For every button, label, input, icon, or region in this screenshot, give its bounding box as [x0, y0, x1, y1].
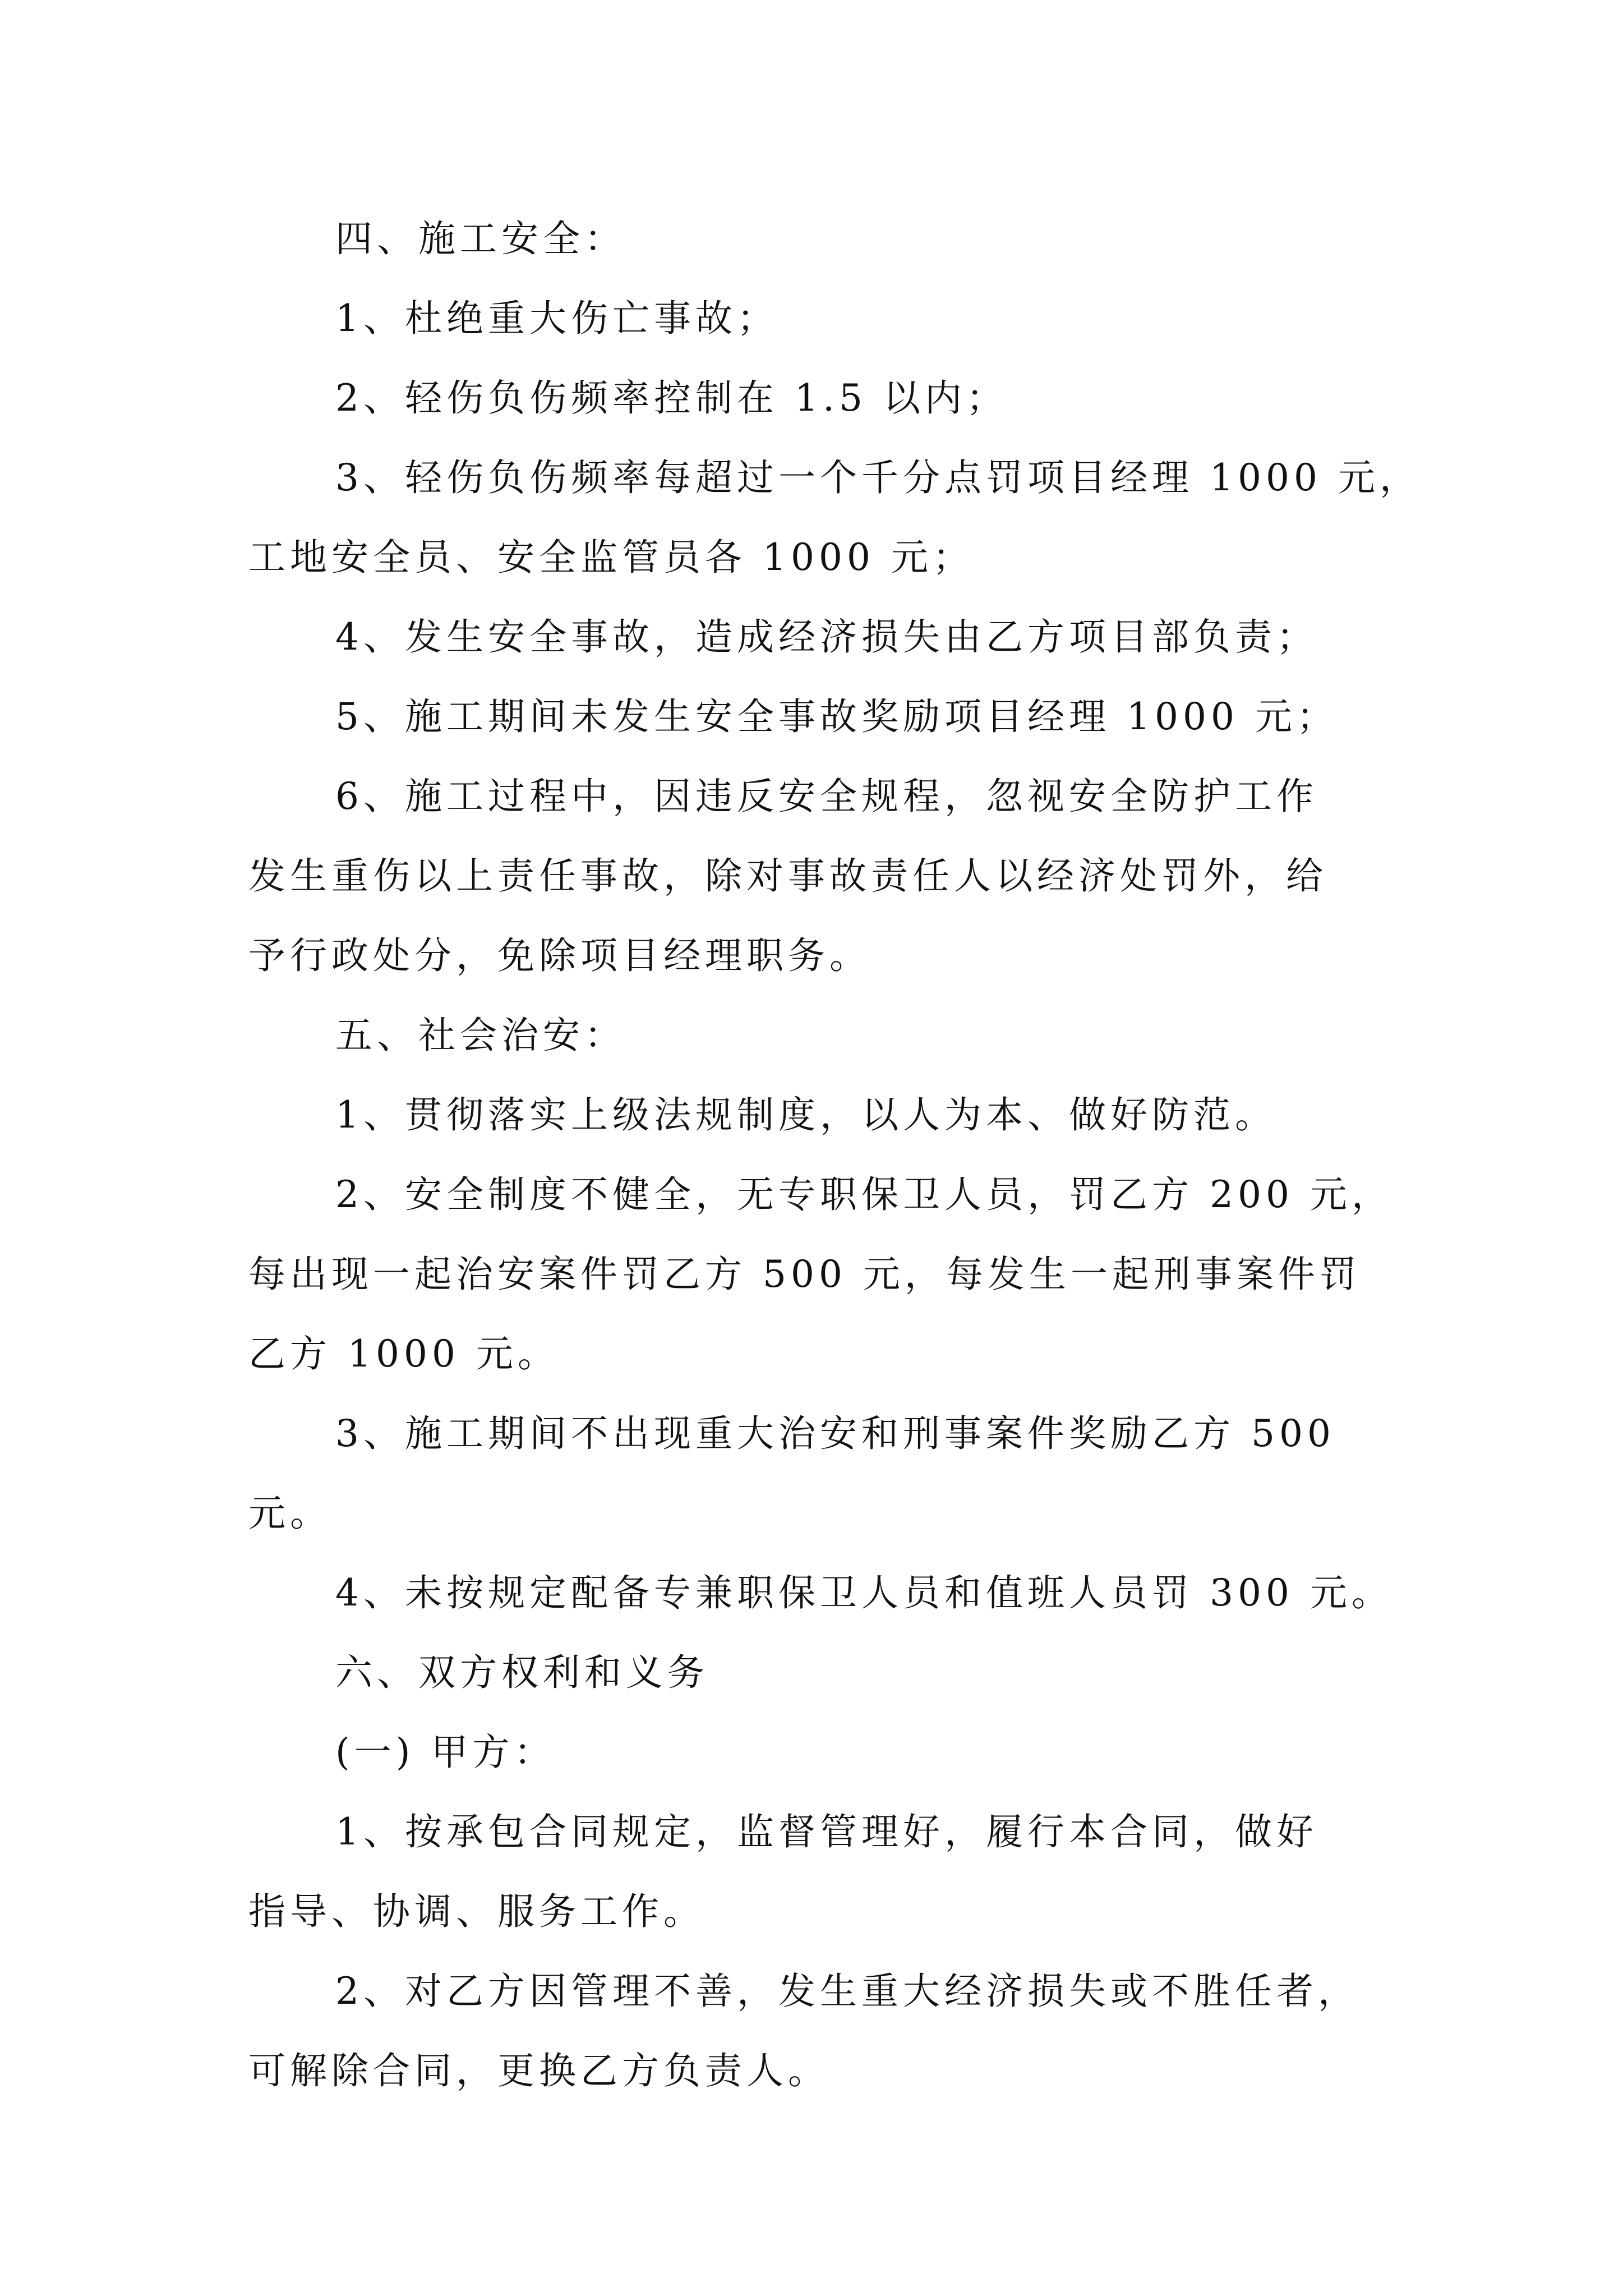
- paragraph-line: 6、施工过程中，因违反安全规程，忽视安全防护工作: [335, 775, 1318, 818]
- section-heading-public-security: 五、社会治安：: [335, 1014, 626, 1057]
- paragraph-line: 3、轻伤负伤频率每超过一个千分点罚项目经理 1000 元，: [335, 456, 1421, 499]
- paragraph-line: 5、施工期间未发生安全事故奖励项目经理 1000 元；: [335, 695, 1338, 738]
- paragraph-line: 每出现一起治安案件罚乙方 500 元，每发生一起刑事案件罚: [248, 1253, 1361, 1296]
- paragraph-line: 2、安全制度不健全，无专职保卫人员，罚乙方 200 元，: [335, 1173, 1393, 1216]
- paragraph-line: 4、未按规定配备专兼职保卫人员和值班人员罚 300 元。: [335, 1571, 1393, 1614]
- paragraph-line: 发生重伤以上责任事故，除对事故责任人以经济处罚外，给: [248, 854, 1327, 898]
- paragraph-line: 工地安全员、安全监管员各 1000 元；: [248, 536, 974, 579]
- paragraph-line: 3、施工期间不出现重大治安和刑事案件奖励乙方 500: [335, 1412, 1335, 1455]
- section-heading-construction-safety: 四、施工安全：: [335, 217, 626, 260]
- paragraph-line: 2、轻伤负伤频率控制在 1.5 以内；: [335, 376, 1008, 420]
- paragraph-line: 可解除合同，更换乙方负责人。: [248, 2049, 829, 2092]
- paragraph-line: 指导、协调、服务工作。: [248, 1890, 705, 1933]
- paragraph-line: 1、按承包合同规定，监督管理好，履行本合同，做好: [335, 1810, 1318, 1853]
- section-heading-rights-obligations: 六、双方权利和义务: [335, 1651, 709, 1694]
- paragraph-line: 乙方 1000 元。: [248, 1332, 559, 1375]
- subheading-party-a: (一) 甲方：: [335, 1731, 556, 1774]
- paragraph-line: 1、贯彻落实上级法规制度，以人为本、做好防范。: [335, 1093, 1276, 1137]
- paragraph-line: 2、对乙方因管理不善，发生重大经济损失或不胜任者，: [335, 1970, 1359, 2013]
- paragraph-line: 4、发生安全事故，造成经济损失由乙方项目部负责；: [335, 615, 1318, 659]
- paragraph-line: 元。: [248, 1492, 331, 1535]
- paragraph-line: 1、杜绝重大伤亡事故；: [335, 297, 778, 340]
- paragraph-line: 予行政处分，免除项目经理职务。: [248, 934, 871, 977]
